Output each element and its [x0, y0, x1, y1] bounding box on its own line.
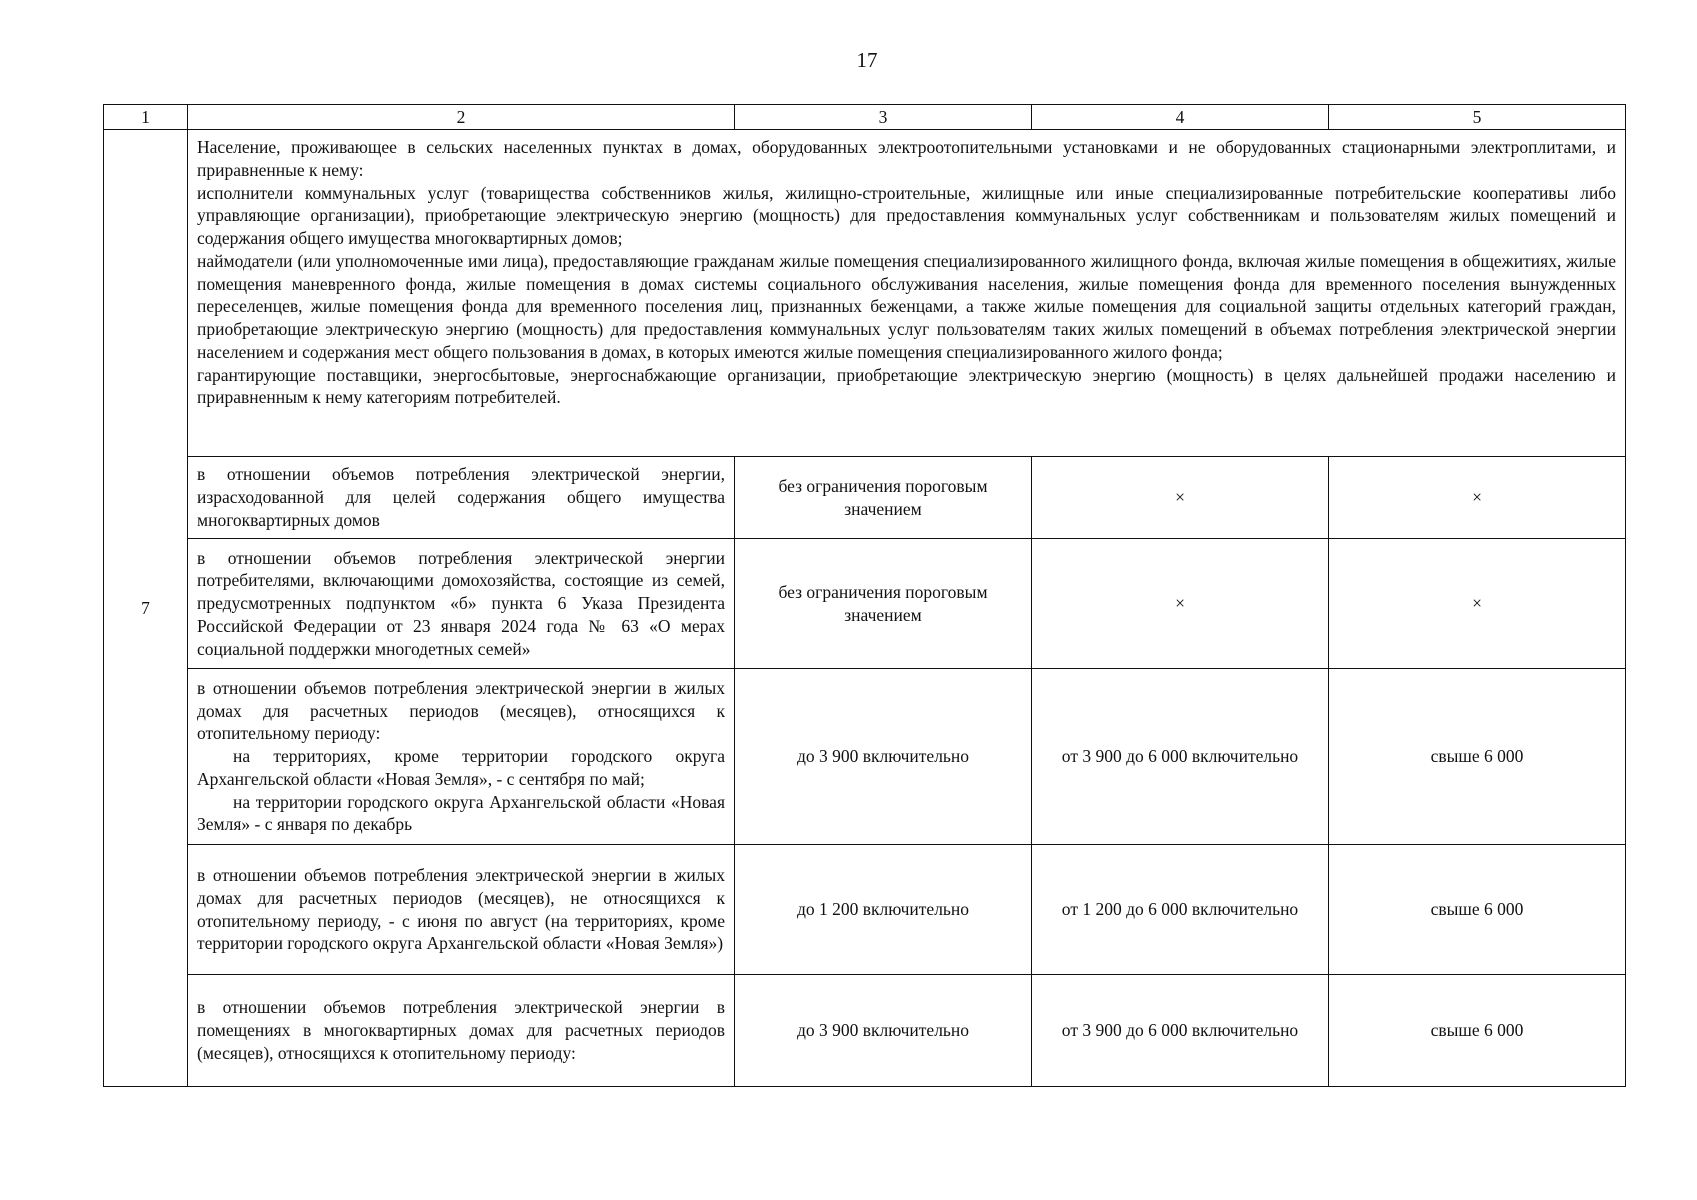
table-row: [104, 845, 1626, 975]
column-header-row: [104, 105, 1626, 130]
tariff-table: [103, 104, 1626, 1087]
threshold-col3: до 3 900 включительно: [735, 975, 1032, 1087]
threshold-col3: до 3 900 включительно: [735, 669, 1032, 845]
threshold-col3: без ограничения пороговым значением: [735, 457, 1032, 539]
row-number: 7: [104, 130, 188, 1087]
threshold-col3: до 1 200 включительно: [735, 845, 1032, 975]
intro-cell: [188, 130, 1626, 457]
threshold-col4: ×: [1032, 457, 1329, 539]
description-part: в отношении объемов потребления электрической энергии в жилых домах для расчетных периодов (месяцев), относящихся к отопительному периоду:: [197, 677, 725, 744]
threshold-col5: ×: [1329, 457, 1626, 539]
threshold-col3: без ограничения пороговым значением: [735, 539, 1032, 669]
row-description: в отношении объемов потребления электрической энергии потребителями, включающими домохозяйства, состоящие из семей, предусмотренных подпунктом «б» пункта 6 Указа Президента Российской Федерации от 23 января 2024 года № 63 «О мерах социальной поддержки многодетных семей»: [188, 539, 735, 669]
threshold-col4: от 3 900 до 6 000 включительно: [1032, 669, 1329, 845]
page-number: 17: [856, 48, 878, 72]
intro-paragraph: гарантирующие поставщики, энергосбытовые, энергоснабжающие организации, приобретающие электрическую энергию (мощность) в целях дальнейшей продажи населению и приравненным к нему категориям потребителей.: [197, 364, 1616, 408]
description-part: на территории городского округа Архангельской области «Новая Земля» - с января по декабрь: [197, 791, 725, 835]
table-row: [104, 669, 1626, 845]
threshold-col4: ×: [1032, 539, 1329, 669]
row-description: в отношении объемов потребления электрической энергии в помещениях в многоквартирных домах для расчетных периодов (месяцев), относящихся к отопительному периоду:: [188, 975, 735, 1087]
column-header-5: 5: [1329, 105, 1626, 130]
threshold-col4: от 1 200 до 6 000 включительно: [1032, 845, 1329, 975]
column-header-3: 3: [735, 105, 1032, 130]
intro-row: [104, 130, 1626, 457]
threshold-col5: свыше 6 000: [1329, 975, 1626, 1087]
intro-paragraph: исполнители коммунальных услуг (товарищества собственников жилья, жилищно-строительные, жилищные или иные специализированные потребительские кооперативы либо управляющие организации), приобретающие электрическую энергию (мощность) для предоставления коммунальных услуг собственникам и пользователям жилых помещений и содержания общего имущества многоквартирных домов;: [197, 182, 1616, 248]
threshold-col4: от 3 900 до 6 000 включительно: [1032, 975, 1329, 1087]
table-row: [104, 975, 1626, 1087]
threshold-col5: свыше 6 000: [1329, 845, 1626, 975]
description-part: на территориях, кроме территории городского округа Архангельской области «Новая Земля», - с сентября по май;: [197, 746, 725, 789]
table-row: [104, 539, 1626, 669]
threshold-col5: ×: [1329, 539, 1626, 669]
column-header-4: 4: [1032, 105, 1329, 130]
column-header-1: 1: [104, 105, 188, 130]
column-header-2: 2: [188, 105, 735, 130]
threshold-col5: свыше 6 000: [1329, 669, 1626, 845]
row-description: в отношении объемов потребления электрической энергии, израсходованной для целей содержания общего имущества многоквартирных домов: [188, 457, 735, 539]
row-description: в отношении объемов потребления электрической энергии в жилых домах для расчетных периодов (месяцев), не относящихся к отопительному периоду, - с июня по август (на территориях, кроме территории городского округа Архангельской области «Новая Земля»): [188, 845, 735, 975]
intro-paragraph: Население, проживающее в сельских населенных пунктах в домах, оборудованных электроотопительными установками и не оборудованных стационарными электроплитами, и приравненные к нему:: [197, 137, 1616, 180]
table-row: [104, 457, 1626, 539]
row-description: [188, 669, 735, 845]
intro-paragraph: наймодатели (или уполномоченные ими лица), предоставляющие гражданам жилые помещения специализированного жилищного фонда, включая жилые помещения в общежитиях, жилые помещения маневренного фонда, жилые помещения в домах системы социального обслуживания населения, жилые помещения фонда для временного поселения вынужденных переселенцев, жилые помещения фонда для временного поселения лиц, признанных беженцами, а также жилые помещения для социальной защиты отдельных категорий граждан, приобретающие электрическую энергию (мощность) для предоставления коммунальных услуг пользователям таких жилых помещений в объемах потребления электрической энергии населением и содержания мест общего пользования в домах, в которых имеются жилые помещения специализированного жилого фонда;: [197, 250, 1616, 362]
